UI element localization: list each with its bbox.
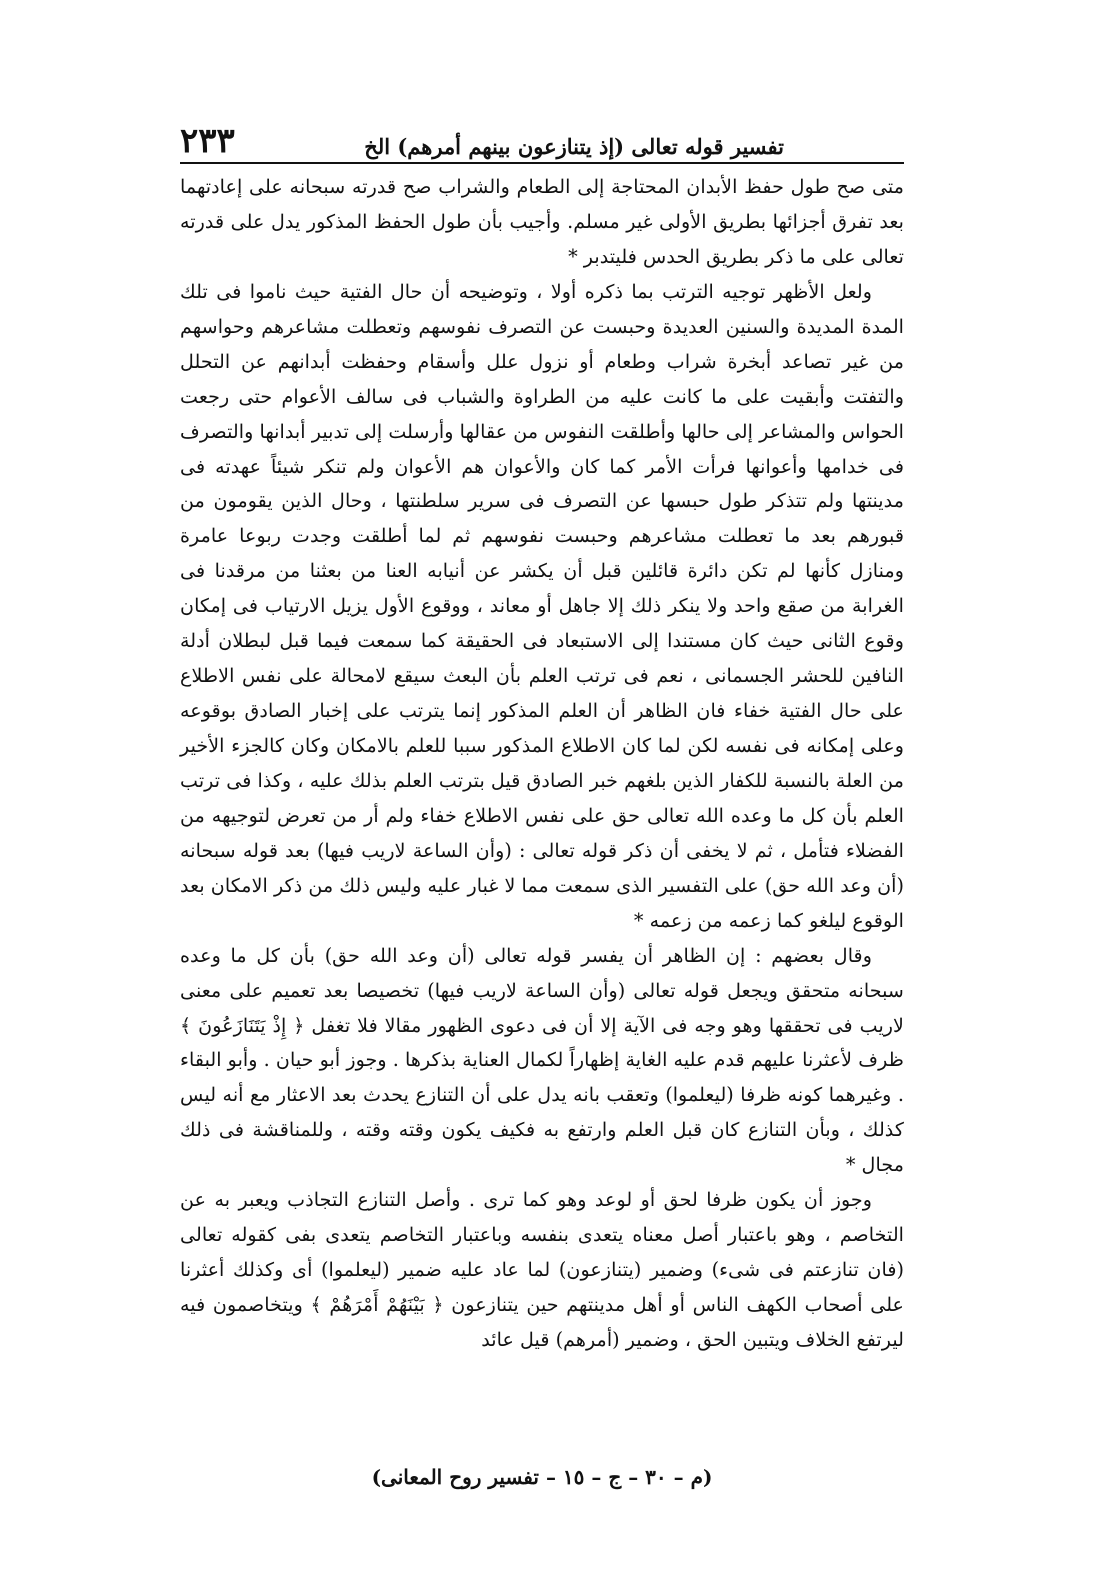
book-page <box>180 118 904 1490</box>
page-number: ٢٣٣ <box>180 121 235 161</box>
page-header <box>180 118 904 164</box>
paragraph-1: متى صح طول حفظ الأبدان المحتاجة إلى الطعام والشراب صح قدرته سبحانه على إعادتهما بعد تفرق أجزائها بطريق الأولى غير مسلم. وأجيب بأن طول الحفظ المذكور يدل على قدرته تعالى على ما ذكر بطريق الحدس فليتدبر * <box>180 175 904 268</box>
running-title: تفسير قوله تعالى (إذ يتنازعون بينهم أمرهم) الخ <box>364 133 784 159</box>
body-text <box>180 170 904 1358</box>
paragraph-4: وجوز أن يكون ظرفا لحق أو لوعد وهو كما ترى . وأصل التنازع التجاذب ويعبر به عن التخاصم ، وهو باعتبار أصل معناه يتعدى بنفسه وباعتبار التخاصم يتعدى بفى كقوله تعالى (فان تنازعتم فى شىء) وضمير (يتنازعون) لما عاد عليه ضمير (ليعلموا) أى وكذلك أعثرنا على أصحاب الكهف الناس أو أهل مدينتهم حين يتنازعون ﴿ بَيْنَهُمْ أَمْرَهُمْ ﴾ ويتخاصمون فيه ليرتفع الخلاف ويتبين الحق ، وضمير (أمرهم) قيل عائد <box>180 1188 904 1351</box>
paragraph-2: ولعل الأظهر توجيه الترتب بما ذكره أولا ، وتوضيحه أن حال الفتية حيث ناموا فى تلك المدة المديدة والسنين العديدة وحبست عن التصرف نفوسهم وتعطلت مشاعرهم وحواسهم من غير تصاعد أبخرة شراب وطعام أو نزول علل وأسقام وحفظت أبدانهم عن التحلل والتفتت وأبقيت على ما كانت عليه من الطراوة والشباب فى سالف الأعوام حتى رجعت الحواس والمشاعر إلى حالها وأطلقت النفوس من عقالها وأرسلت إلى تدبير أبدانها والتصرف فى خدامها وأعوانها فرأت الأمر كما كان والأعوان هم الأعوان ولم تنكر شيئاً عهدته فى مدينتها ولم تتذكر طول حبسها عن التصرف فى سرير سلطنتها ، وحال الذين يقومون من قبورهم بعد ما تعطلت مشاعرهم وحبست نفوسهم ثم لما أطلقت وجدت ربوعا عامرة ومنازل كأنها لم تكن دائرة قائلين قبل أن يكشر عن أنيابه العنا من بعثنا من مرقدنا فى الغرابة من صقع واحد ولا ينكر ذلك إلا جاهل أو معاند ، ووقوع الأول يزيل الارتياب فى إمكان وقوع الثانى حيث كان مستندا إلى الاستبعاد فى الحقيقة كما سمعت فيما قبل لبطلان أدلة النافين للحشر الجسمانى ، نعم فى ترتب العلم بأن البعث سيقع لامحالة على نفس الاطلاع على حال الفتية خفاء فان الظاهر أن العلم المذكور إنما يترتب على إخبار الصادق بوقوعه وعلى إمكانه فى نفسه لكن لما كان الاطلاع المذكور سببا للعلم بالامكان وكان كالجزء الأخير من العلة بالنسبة للكفار الذين بلغهم خبر الصادق قيل بترتب العلم بذلك عليه ، وكذا فى ترتب العلم بأن كل ما وعده الله تعالى حق على نفس الاطلاع خفاء ولم أر من تعرض لتوجيهه من الفضلاء فتأمل ، ثم لا يخفى أن ذكر قوله تعالى : (وأن الساعة لاريب فيها) بعد قوله سبحانه (أن وعد الله حق) على التفسير الذى سمعت مما لا غبار عليه وليس ذلك من ذكر الامكان بعد الوقوع ليلغو كما زعمه من زعمه * <box>180 279 904 932</box>
paragraph-3: وقال بعضهم : إن الظاهر أن يفسر قوله تعالى (أن وعد الله حق) بأن كل ما وعده سبحانه متحقق ويجعل قوله تعالى (وأن الساعة لاريب فيها) تخصيصا بعد تعميم على معنى لاريب فى تحققها وهو وجه فى الآية إلا أن فى دعوى الظهور مقالا فلا تغفل ﴿ إِذْ يَتَنَازَعُونَ ﴾ ظرف لأعثرنا عليهم قدم عليه الغاية إظهاراً لكمال العناية بذكرها . وجوز أبو حيان . وأبو البقاء . وغيرهما كونه ظرفا (ليعلموا) وتعقب بانه يدل على أن التنازع يحدث بعد الاعثار مع أنه ليس كذلك ، وبأن التنازع كان قبل العلم وارتفع به فكيف يكون وقته وقته ، وللمناقشة فى ذلك مجال * <box>180 943 904 1177</box>
page-footer-signature: (م – ٣٠ – ج – ١٥ – تفسير روح المعانى) <box>371 1465 713 1489</box>
